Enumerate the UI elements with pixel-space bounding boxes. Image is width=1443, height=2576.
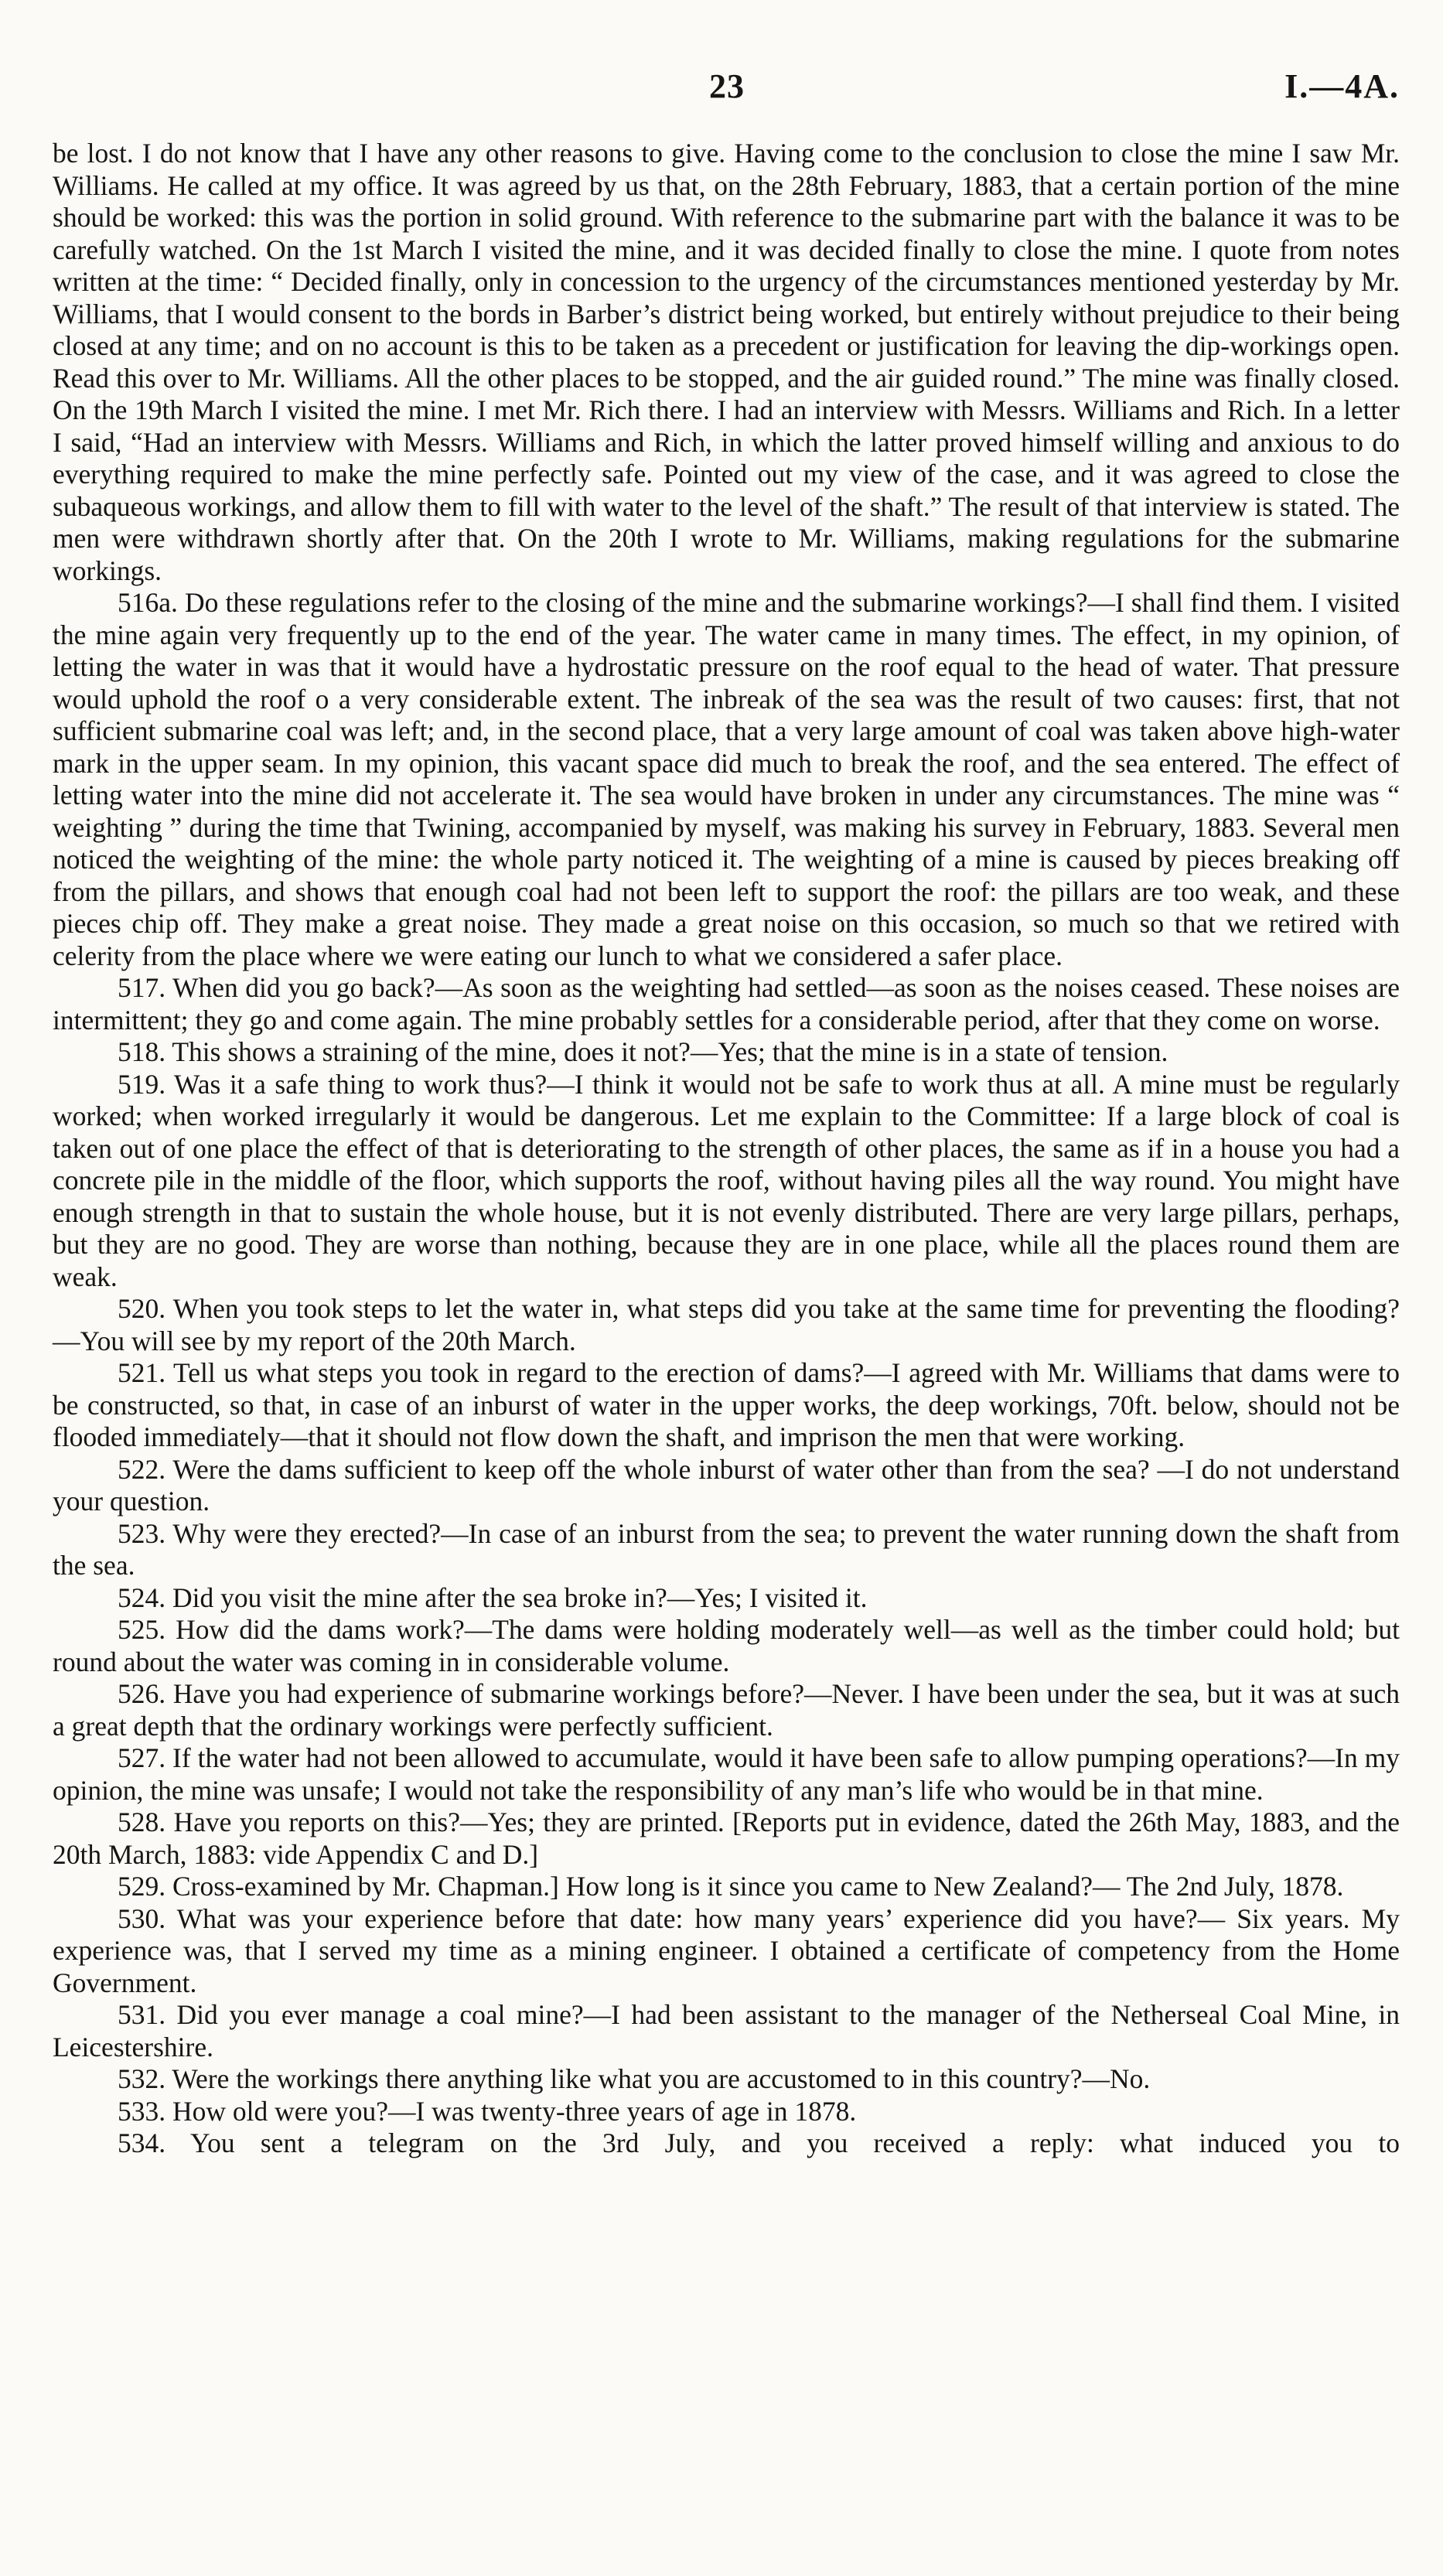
- paragraph-521: 521. Tell us what steps you took in regard to the erection of dams?—I agreed with Mr. Williams that dams were to be constructed, so that, in case of an inburst of water in the upper works, the deep workings, 70ft. below, should not be flooded immediately—that it should not flow down the shaft, and imprison the men that were working.: [53, 1357, 1400, 1452]
- paragraph-520: 520. When you took steps to let the water in, what steps did you take at the same time for preventing the flooding?—You will see by my report of the 20th March.: [53, 1293, 1400, 1356]
- document-body: [53, 138, 1400, 2160]
- paragraph-523: 523. Why were they erected?—In case of an inburst from the sea; to prevent the water running down the shaft from the sea.: [53, 1517, 1400, 1581]
- paragraph-531: 531. Did you ever manage a coal mine?—I had been assistant to the manager of the Netherseal Coal Mine, in Leicestershire.: [53, 1999, 1400, 2063]
- paragraph-528: 528. Have you reports on this?—Yes; they are printed. [Reports put in evidence, dated the 26th May, 1883, and the 20th March, 1883: vide Appendix C and D.]: [53, 1807, 1400, 1870]
- paragraph-continuation: be lost. I do not know that I have any other reasons to give. Having come to the conclusion to close the mine I saw Mr. Williams. He called at my office. It was agreed by us that, on the 28th February, 1883, that a certain portion of the mine should be worked: this was the portion in solid ground. With reference to the submarine part with the balance it was to be carefully watched. On the 1st March I visited the mine, and it was decided finally to close the mine. I quote from notes written at the time: “ Decided finally, only in concession to the urgency of the circumstances mentioned yesterday by Mr. Williams, that I would consent to the bords in Barber’s district being worked, but entirely without prejudice to their being closed at any time; and on no account is this to be taken as a precedent or justification for leaving the dip-workings open. Read this over to Mr. Williams. All the other places to be stopped, and the air guided round.” The mine was finally closed. On the 19th March I visited the mine. I met Mr. Rich there. I had an interview with Messrs. Williams and Rich. In a letter I said, “Had an interview with Messrs. Williams and Rich, in which the latter proved himself willing and anxious to do everything required to make the mine perfectly safe. Pointed out my view of the case, and it was agreed to close the subaqueous workings, and allow them to fill with water to the level of the shaft.” The result of that interview is stated. The men were withdrawn shortly after that. On the 20th I wrote to Mr. Williams, making regulations for the submarine workings.: [53, 138, 1400, 586]
- paragraph-524: 524. Did you visit the mine after the sea broke in?—Yes; I visited it.: [118, 1581, 868, 1613]
- paragraph-519: 519. Was it a safe thing to work thus?—I think it would not be safe to work thus at all. A mine must be regularly worked; when worked irregularly it would be dangerous. Let me explain to the Committee: If a large block of coal is taken out of one place the effect of that is deteriorating to the strength of other places, the same as if in a house you had a concrete pile in the middle of the floor, which supports the roof, without having piles all the way round. You might have enough strength in that to sustain the whole house, but it is not evenly distributed. There are very large pillars, perhaps, but they are no good. They are worse than nothing, because they are in one place, while all the places round them are weak.: [53, 1068, 1400, 1292]
- paragraph-533: 533. How old were you?—I was twenty-three years of age in 1878.: [118, 2095, 857, 2127]
- paragraph-517: 517. When did you go back?—As soon as the weighting had settled—as soon as the noises ceased. These noises are intermittent; they go and come again. The mine probably settles for a considerable period, after that they come on worse.: [53, 972, 1400, 1036]
- paragraph-532: 532. Were the workings there anything like what you are accustomed to in this country?—No.: [118, 2063, 1151, 2094]
- paragraph-534: 534. You sent a telegram on the 3rd July, and you received a reply: what induced you to: [118, 2127, 1400, 2158]
- paragraph-529: 529. Cross-examined by Mr. Chapman.] How long is it since you came to New Zealand?— The 2nd July, 1878.: [118, 1871, 1344, 1902]
- paragraph-530: 530. What was your experience before that date: how many years’ experience did you have?— Six years. My experience was, that I served my time as a mining engineer. I obtained a certificate of competency from the Home Government.: [53, 1902, 1400, 1998]
- paragraph-518: 518. This shows a straining of the mine, does it not?—Yes; that the mine is in a state of tension.: [118, 1036, 1168, 1067]
- paragraph-525: 525. How did the dams work?—The dams were holding moderately well—as well as the timber could hold; but round about the water was coming in in considerable volume.: [53, 1614, 1400, 1677]
- paragraph-516a: 516a. Do these regulations refer to the closing of the mine and the submarine workings?—I shall find them. I visited the mine again very frequently up to the end of the year. The water came in many times. The effect, in my opinion, of letting the water in was that it would have a hydrostatic pressure on the roof equal to the head of water. That pressure would uphold the roof o a very considerable extent. The inbreak of the sea was the result of two causes: first, that not sufficient submarine coal was left; and, in the second place, that a very large amount of coal was taken above high-water mark in the upper seam. In my opinion, this vacant space did much to break the roof, and the sea entered. The effect of letting water into the mine did not accelerate it. The sea would have broken in under any circumstances. The mine was “ weighting ” during the time that Twining, accompanied by myself, was making his survey in February, 1883. Several men noticed the weighting of the mine: the whole party noticed it. The weighting of a mine is caused by pieces breaking off from the pillars, and shows that enough coal had not been left to support the roof: the pillars are too weak, and these pieces chip off. They make a great noise. They made a great noise on this occasion, so much so that we retired with celerity from the place where we were eating our lunch to what we considered a safer place.: [53, 587, 1400, 971]
- document-reference: I.—4A.: [1284, 67, 1400, 105]
- page-header: [54, 67, 1400, 113]
- paragraph-522: 522. Were the dams sufficient to keep off the whole inburst of water other than from the sea? —I do not understand your question.: [53, 1453, 1400, 1517]
- page-number: 23: [709, 67, 745, 105]
- paragraph-527: 527. If the water had not been allowed to accumulate, would it have been safe to allow pumping operations?—In my opinion, the mine was unsafe; I would not take the responsibility of any man’s life who would be in that mine.: [53, 1742, 1400, 1806]
- paragraph-526: 526. Have you had experience of submarine workings before?—Never. I have been under the sea, but it was at such a great depth that the ordinary workings were perfectly sufficient.: [53, 1678, 1400, 1742]
